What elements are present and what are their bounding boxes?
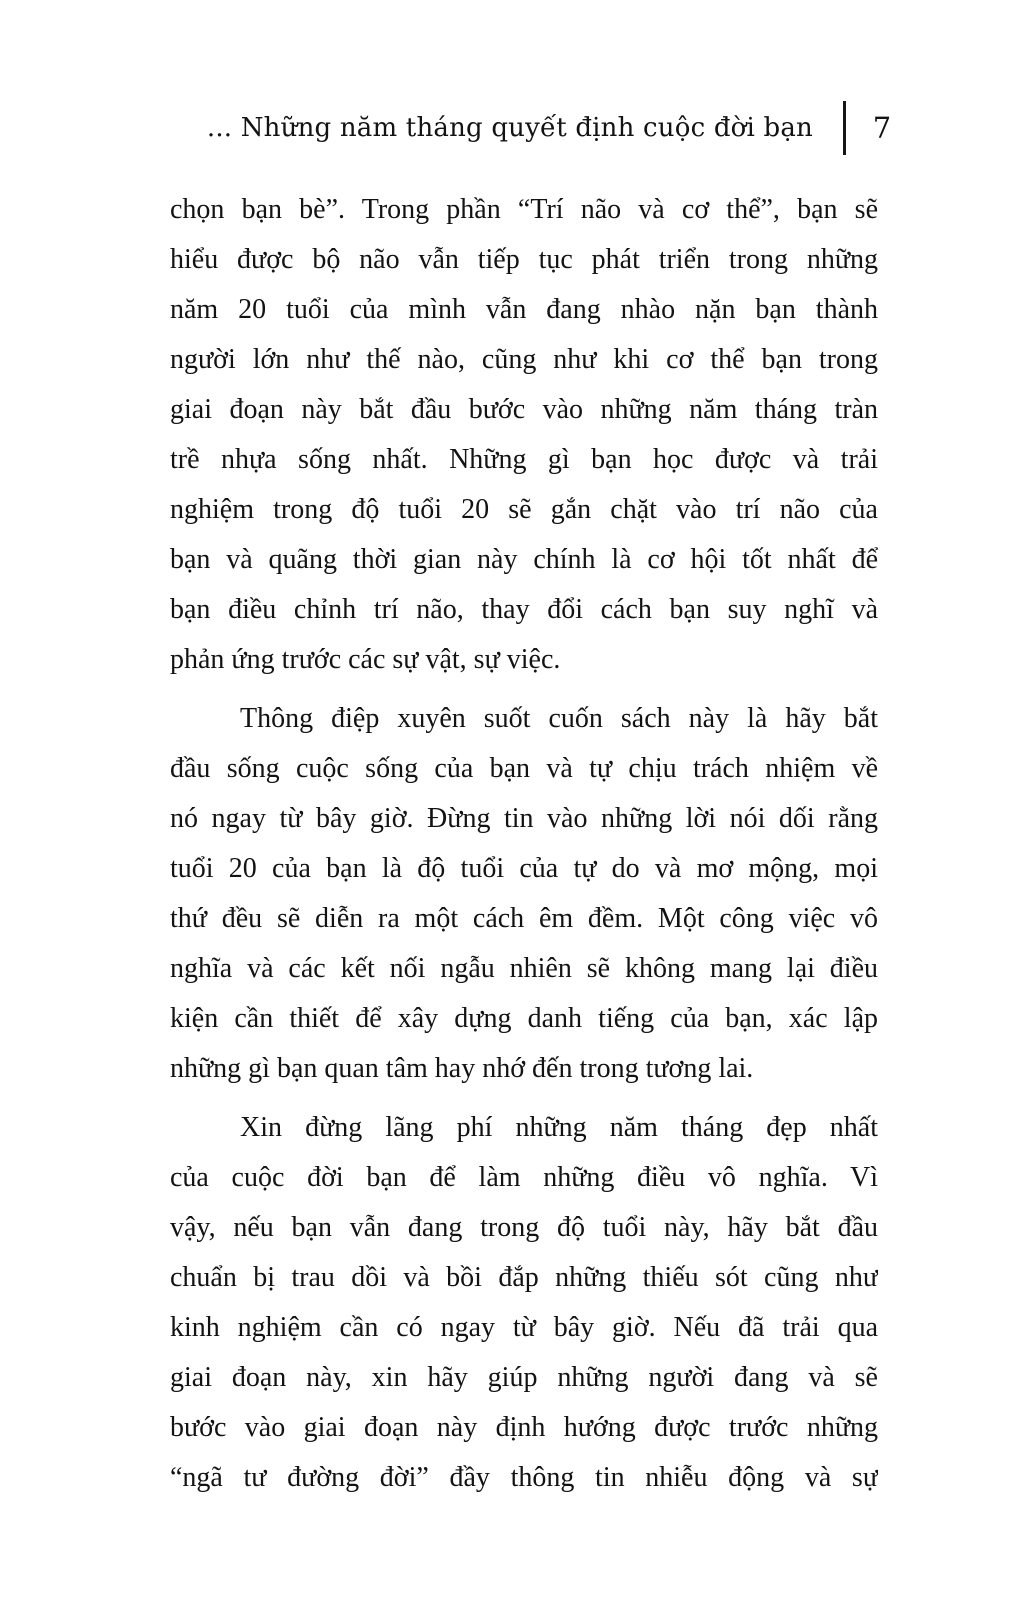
text-line: đầu sống cuộc sống của bạn và tự chịu trách nhiệm về — [170, 753, 878, 784]
text-line: “ngã tư đường đời” đầy thông tin nhiễu động và sự — [170, 1462, 878, 1493]
text-line: thứ đều sẽ diễn ra một cách êm đềm. Một công việc vô — [170, 903, 878, 934]
body-text-block — [170, 185, 878, 1503]
text-line: chọn bạn bè”. Trong phần “Trí não và cơ thể”, bạn sẽ — [170, 194, 878, 225]
text-line: những gì bạn quan tâm hay nhớ đến trong tương lai. — [170, 1053, 754, 1084]
text-line: người lớn như thế nào, cũng như khi cơ thể bạn trong — [170, 344, 878, 375]
paragraph-2 — [170, 694, 878, 1094]
text-line: nó ngay từ bây giờ. Đừng tin vào những lời nói dối rằng — [170, 803, 878, 834]
text-line: bạn và quãng thời gian này chính là cơ hội tốt nhất để — [170, 544, 878, 575]
text-line: chuẩn bị trau dồi và bồi đắp những thiếu sót cũng như — [170, 1262, 878, 1293]
paragraph-3 — [170, 1103, 878, 1503]
text-line: Xin đừng lãng phí những năm tháng đẹp nhất — [240, 1112, 878, 1143]
text-line: nghiệm trong độ tuổi 20 sẽ gắn chặt vào trí não của — [170, 494, 878, 525]
text-line: nghĩa và các kết nối ngẫu nhiên sẽ không mang lại điều — [170, 953, 878, 984]
text-line: phản ứng trước các sự vật, sự việc. — [170, 644, 561, 675]
text-line: kinh nghiệm cần có ngay từ bây giờ. Nếu đã trải qua — [170, 1312, 878, 1343]
text-line: bạn điều chỉnh trí não, thay đổi cách bạn suy nghĩ và — [170, 594, 878, 625]
running-head-title: ... Những năm tháng quyết định cuộc đời bạn — [206, 113, 813, 143]
running-head — [0, 101, 892, 155]
paragraph-1 — [170, 185, 878, 685]
text-line: bước vào giai đoạn này định hướng được trước những — [170, 1412, 878, 1443]
text-line: giai đoạn này bắt đầu bước vào những năm tháng tràn — [170, 394, 878, 425]
text-line: năm 20 tuổi của mình vẫn đang nhào nặn bạn thành — [170, 294, 878, 325]
text-line: trề nhựa sống nhất. Những gì bạn học được và trải — [170, 444, 878, 475]
text-line: giai đoạn này, xin hãy giúp những người đang và sẽ — [170, 1362, 878, 1393]
page-number: 7 — [872, 111, 892, 145]
text-line: kiện cần thiết để xây dựng danh tiếng của bạn, xác lập — [170, 1003, 878, 1034]
text-line: hiểu được bộ não vẫn tiếp tục phát triển trong những — [170, 244, 878, 275]
text-line: vậy, nếu bạn vẫn đang trong độ tuổi này, hãy bắt đầu — [170, 1212, 878, 1243]
header-divider-bar — [843, 101, 846, 155]
text-line: tuổi 20 của bạn là độ tuổi của tự do và mơ mộng, mọi — [170, 853, 878, 884]
text-line: Thông điệp xuyên suốt cuốn sách này là hãy bắt — [240, 703, 878, 734]
text-line: của cuộc đời bạn để làm những điều vô nghĩa. Vì — [170, 1162, 878, 1193]
